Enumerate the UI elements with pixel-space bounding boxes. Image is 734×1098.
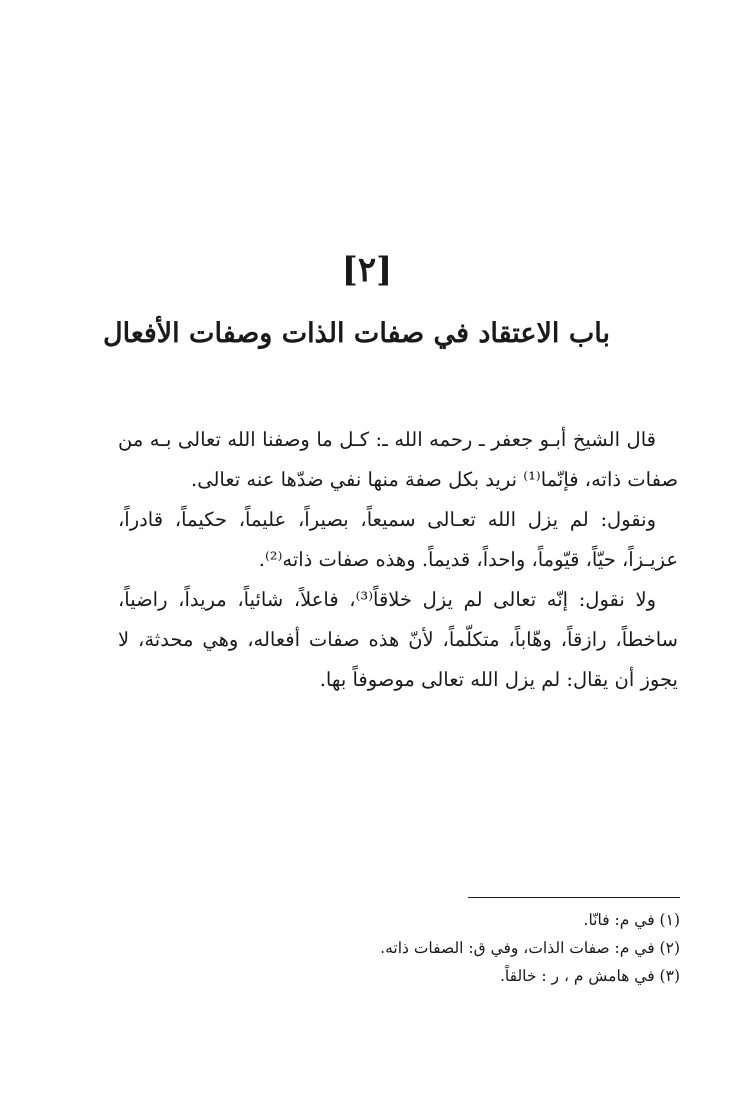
paragraph: ولا نقول: إنّه تعالى لم يزل خلاقاً⁽³⁾، فاعلاً، شائياً، مريداً، راضياً، ساخطاً، رازقاً، وهّاباً، متكلّماً، لأنّ هذه صفات أفعاله، وهي محدثة، لا يجوز أن يقال: لم يزل الله تعالى موصوفاً بها.: [118, 588, 678, 691]
footnote-divider: [468, 897, 680, 898]
footnote: (١) في م: فانّا.: [583, 911, 680, 929]
chapter-number: [٢]: [341, 250, 393, 290]
paragraph: ونقول: لم يزل الله تعـالى سميعاً، بصيراً، عليماً، حكيماً، قادراً، عزيـزاً، حيّاً، قيّوماً، واحداً، قديماً. وهذه صفات ذاته⁽²⁾.: [118, 508, 678, 571]
body-text: [118, 420, 678, 700]
footnotes: [300, 906, 680, 990]
footnote: (٢) في م: صفات الذات، وفي ق: الصفات ذاته.: [380, 939, 680, 957]
paragraph: قال الشيخ أبـو جعفر ـ رحمه الله ـ: كـل ما وصفنا الله تعالى بـه من صفات ذاته، فإنّما⁽¹⁾ نريد بكل صفة منها نفي ضدّها عنه تعالى.: [118, 428, 678, 491]
chapter-title: باب الاعتقاد في صفات الذات وصفات الأفعال: [102, 318, 610, 349]
footnote: (٣) في هامش م ، ر : خالقاً.: [499, 967, 680, 985]
